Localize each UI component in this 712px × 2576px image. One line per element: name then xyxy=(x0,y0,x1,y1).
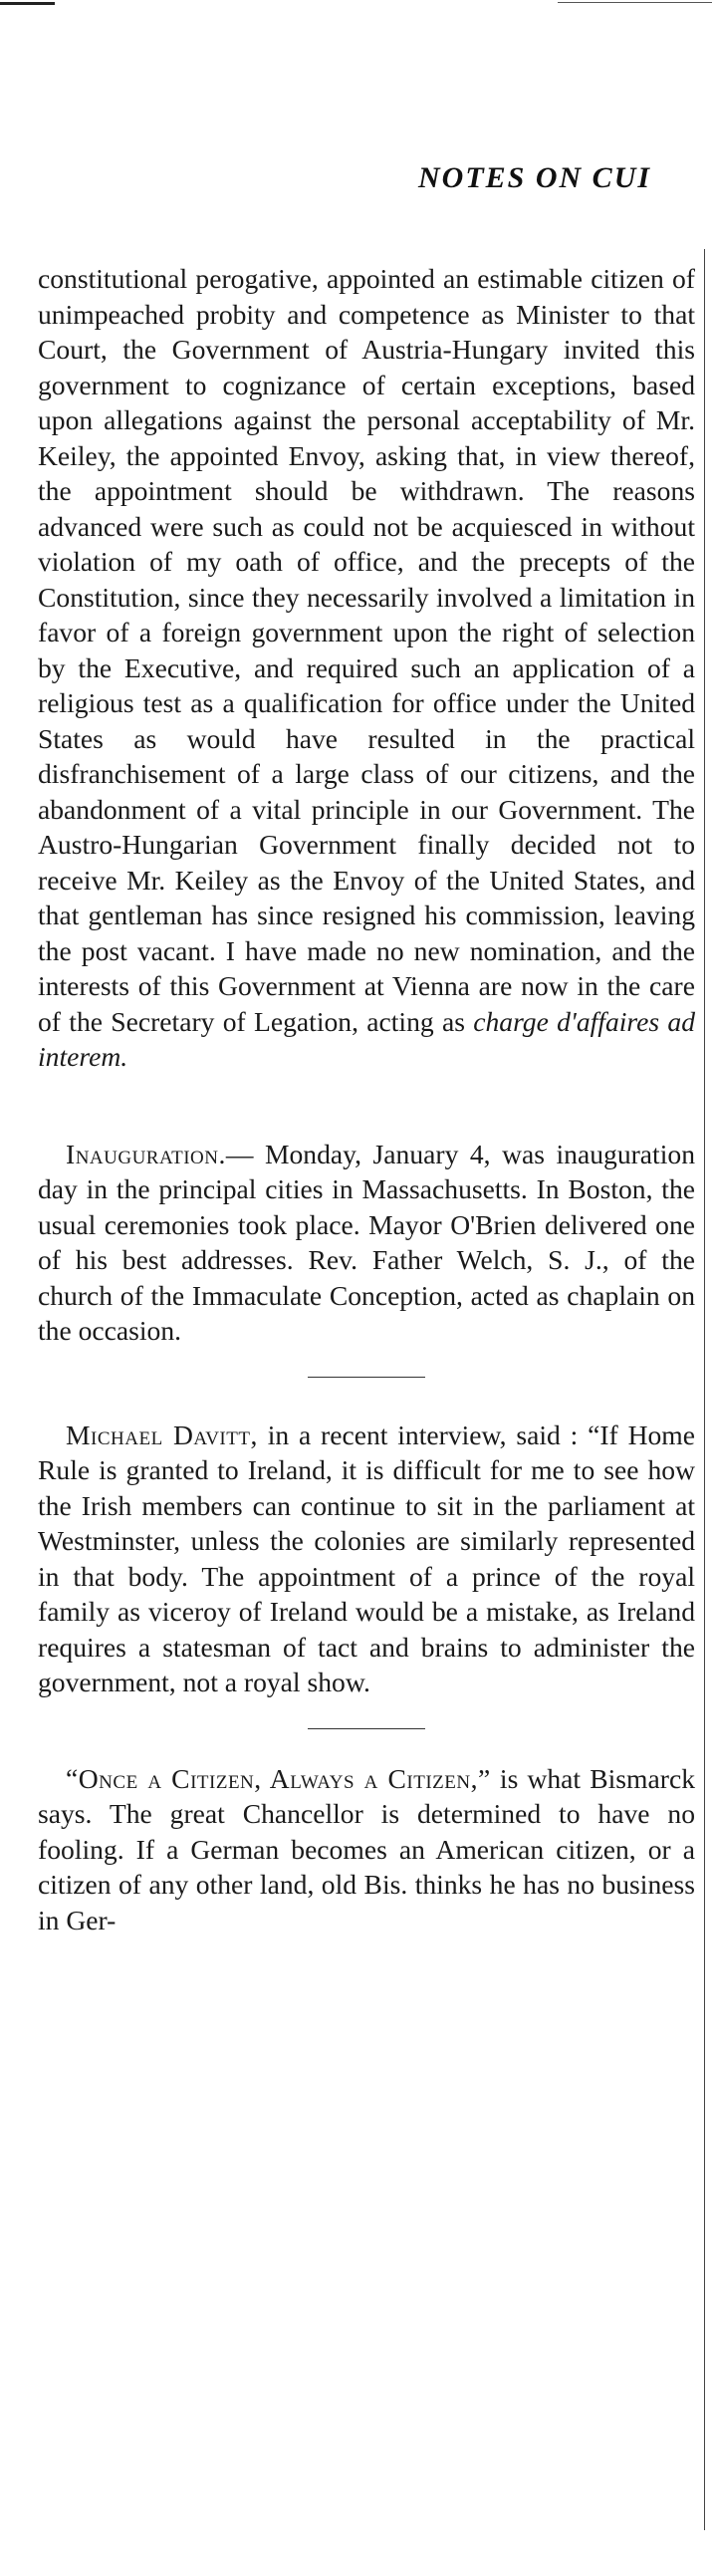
top-rule-left xyxy=(0,2,55,5)
article-keiley-body: constitutional perogative, appointed an estimable citizen of unimpeached probity and competence as Minister to that Court, the Government of Austria-Hungary invited this government to cognizance of certain exceptions, based upon allegations against the personal acceptability of Mr. Keiley, the appointed Envoy, asking that, in view thereof, the appointment should be withdrawn. The reasons advanced were such as could not be acquiesced in without violation of my oath of office, and the precepts of the Constitution, since they necessarily involved a limitation in favor of a foreign government upon the right of selection by the Executive, and required such an application of a religious test as a qualification for office under the United States as would have resulted in the practical disfranchisement of a large class of our citizens, and the abandonment of a vital principle in our Government. The Austro-Hungarian Government finally decided not to receive Mr. Keiley as the Envoy of the United States, and that gentleman has since resigned his commission, leaving the post vacant. I have made no new nomination, and the interests of this Government at Vienna are now in the care of the Secretary of Legation, acting as xyxy=(38,263,695,1037)
article-davitt-lead: Michael Davitt, xyxy=(66,1418,258,1450)
text-column xyxy=(38,261,695,1937)
article-davitt xyxy=(38,1417,695,1700)
article-inauguration-lead: Inauguration. xyxy=(66,1138,226,1169)
running-head: NOTES ON CUI xyxy=(418,161,652,194)
top-rule-right xyxy=(558,2,712,3)
article-bismarck xyxy=(38,1761,695,1938)
article-inauguration xyxy=(38,1137,695,1349)
article-bismarck-body: is what Bismarck says. The great Chancellor is determined to have no fooling. If a German becomes an American citizen, or a citizen of any other land, old Bis. thinks he has no business in Ger- xyxy=(38,1762,695,1935)
article-keiley-italic-tail: charge d'affaires ad interem. xyxy=(38,1005,696,1072)
column-rule xyxy=(704,249,705,2530)
article-bismarck-lead: “Once a Citizen, Always a Citizen,” xyxy=(66,1762,491,1794)
article-inauguration-body: — Monday, January 4, was inauguration day in the principal cities in Massachusetts. In Boston, the usual ceremonies took place. Mayor O'Brien delivered one of his best addresses. Rev. Father Welch, S. J., of the church of the Immaculate Conception, acted as chaplain on the occasion. xyxy=(38,1138,695,1346)
article-keiley xyxy=(38,261,695,1075)
article-davitt-body: in a recent interview, said : “If Home Rule is granted to Ireland, it is difficult for me to see how the Irish members can continue to sit in the parliament at Westminster, unless the colonies are similarly represented in that body. The appointment of a prince of the royal family as viceroy of Ireland would be a mistake, as Ireland requires a statesman of tact and brains to administer the government, not a royal show. xyxy=(38,1418,696,1697)
